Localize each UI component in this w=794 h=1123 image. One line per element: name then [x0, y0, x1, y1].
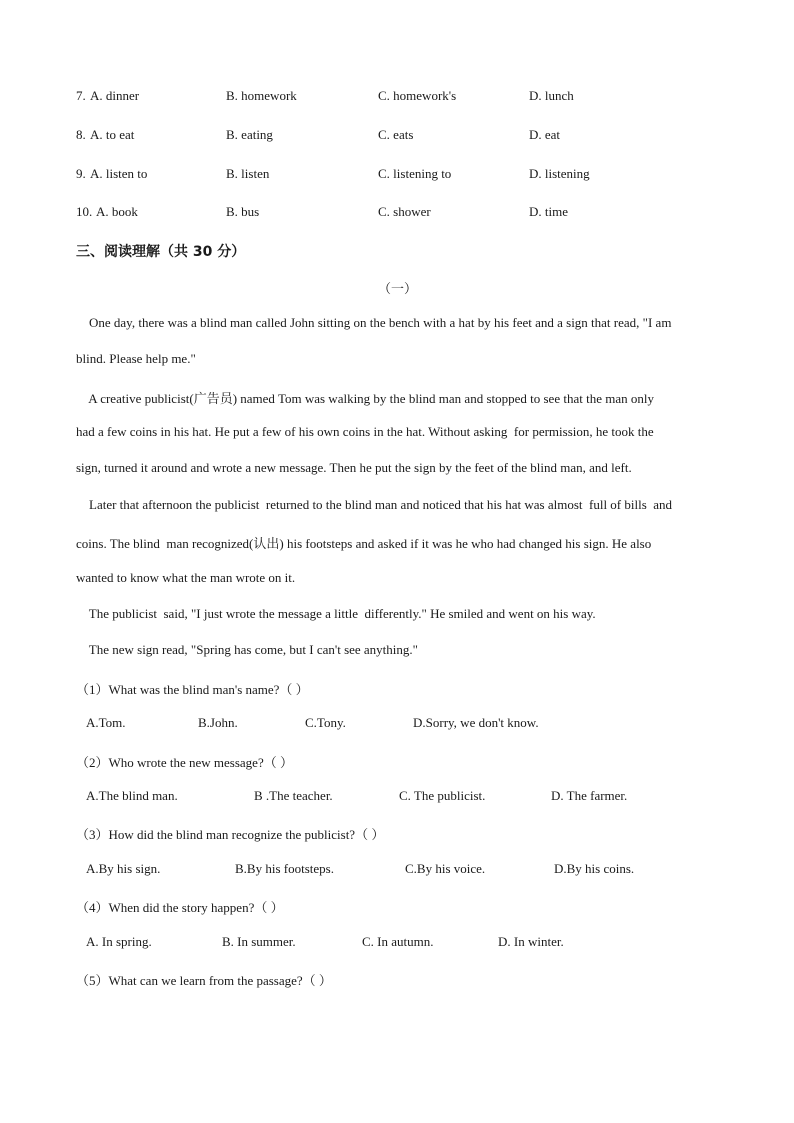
- answer-option[interactable]: A. In spring.: [86, 934, 152, 949]
- answer-option[interactable]: B. In summer.: [222, 934, 296, 949]
- option-d: D. eat: [529, 127, 561, 142]
- passage-line: coins. The blind man recognized(认出) his footsteps and asked if it was he who had changed his sign. He also: [76, 536, 652, 551]
- option-c: C. shower: [378, 204, 431, 219]
- answer-option[interactable]: B.John.: [198, 715, 238, 730]
- answer-option[interactable]: A.By his sign.: [86, 861, 161, 876]
- option-row-10: [0, 204, 794, 224]
- question-stem-2: （2）Who wrote the new message?（ ）: [76, 755, 293, 770]
- option-a: A. dinner: [90, 88, 140, 103]
- question-stem-4: （4）When did the story happen?（ ）: [76, 900, 284, 915]
- option-row-8: [0, 127, 794, 147]
- answer-option[interactable]: C.Tony.: [305, 715, 346, 730]
- passage-line: The new sign read, "Spring has come, but I can't see anything.": [76, 642, 418, 657]
- option-row-9: [0, 166, 794, 186]
- answer-option[interactable]: C. The publicist.: [399, 788, 486, 803]
- answer-option[interactable]: C.By his voice.: [405, 861, 486, 876]
- option-c: C. eats: [378, 127, 414, 142]
- passage-line: A creative publicist(广告员) named Tom was walking by the blind man and stopped to see that the man only: [76, 391, 654, 406]
- option-number: 10.: [76, 204, 93, 219]
- option-a: A. listen to: [90, 166, 148, 181]
- answer-option[interactable]: B .The teacher.: [254, 788, 333, 803]
- answer-option[interactable]: B.By his footsteps.: [235, 861, 334, 876]
- option-number: 7.: [76, 88, 86, 103]
- question-stem-5: （5）What can we learn from the passage?（ ）: [76, 973, 332, 988]
- option-a: A. book: [96, 204, 138, 219]
- option-d: D. time: [529, 204, 568, 219]
- answer-option[interactable]: D.Sorry, we don't know.: [413, 715, 539, 730]
- option-d: D. listening: [529, 166, 590, 181]
- question-stem-3: （3）How did the blind man recognize the publicist?（ ）: [76, 827, 385, 842]
- passage-line: had a few coins in his hat. He put a few of his own coins in the hat. Without asking for permission, he took the: [76, 424, 654, 439]
- option-d: D. lunch: [529, 88, 574, 103]
- option-c: C. homework's: [378, 88, 457, 103]
- passage-line: One day, there was a blind man called John sitting on the bench with a hat by his feet and a sign that read, "I am: [76, 315, 672, 330]
- option-b: B. eating: [226, 127, 273, 142]
- passage-line: Later that afternoon the publicist returned to the blind man and noticed that his hat was almost full of bills and: [76, 497, 673, 512]
- passage-line: blind. Please help me.": [76, 351, 196, 366]
- option-row-7: [0, 88, 794, 108]
- question-stem-1: （1）What was the blind man's name?（ ）: [76, 682, 309, 697]
- answer-option[interactable]: D. In winter.: [498, 934, 564, 949]
- option-c: C. listening to: [378, 166, 452, 181]
- option-number: 9.: [76, 166, 86, 181]
- option-a: A. to eat: [90, 127, 135, 142]
- answer-option[interactable]: A.The blind man.: [86, 788, 178, 803]
- passage-line: The publicist said, "I just wrote the message a little differently." He smiled and went on his way.: [76, 606, 596, 621]
- answer-option[interactable]: D.By his coins.: [554, 861, 635, 876]
- answer-option[interactable]: A.Tom.: [86, 715, 126, 730]
- passage-line: wanted to know what the man wrote on it.: [76, 570, 296, 585]
- option-number: 8.: [76, 127, 86, 142]
- option-b: B. homework: [226, 88, 297, 103]
- answer-option[interactable]: C. In autumn.: [362, 934, 434, 949]
- section-title: 三、阅读理解（共 30 分）: [76, 244, 246, 260]
- section-subtitle: （一）: [378, 281, 418, 296]
- answer-option[interactable]: D. The farmer.: [551, 788, 628, 803]
- option-b: B. bus: [226, 204, 260, 219]
- option-b: B. listen: [226, 166, 270, 181]
- passage-line: sign, turned it around and wrote a new message. Then he put the sign by the feet of the blind man, and left.: [76, 460, 632, 475]
